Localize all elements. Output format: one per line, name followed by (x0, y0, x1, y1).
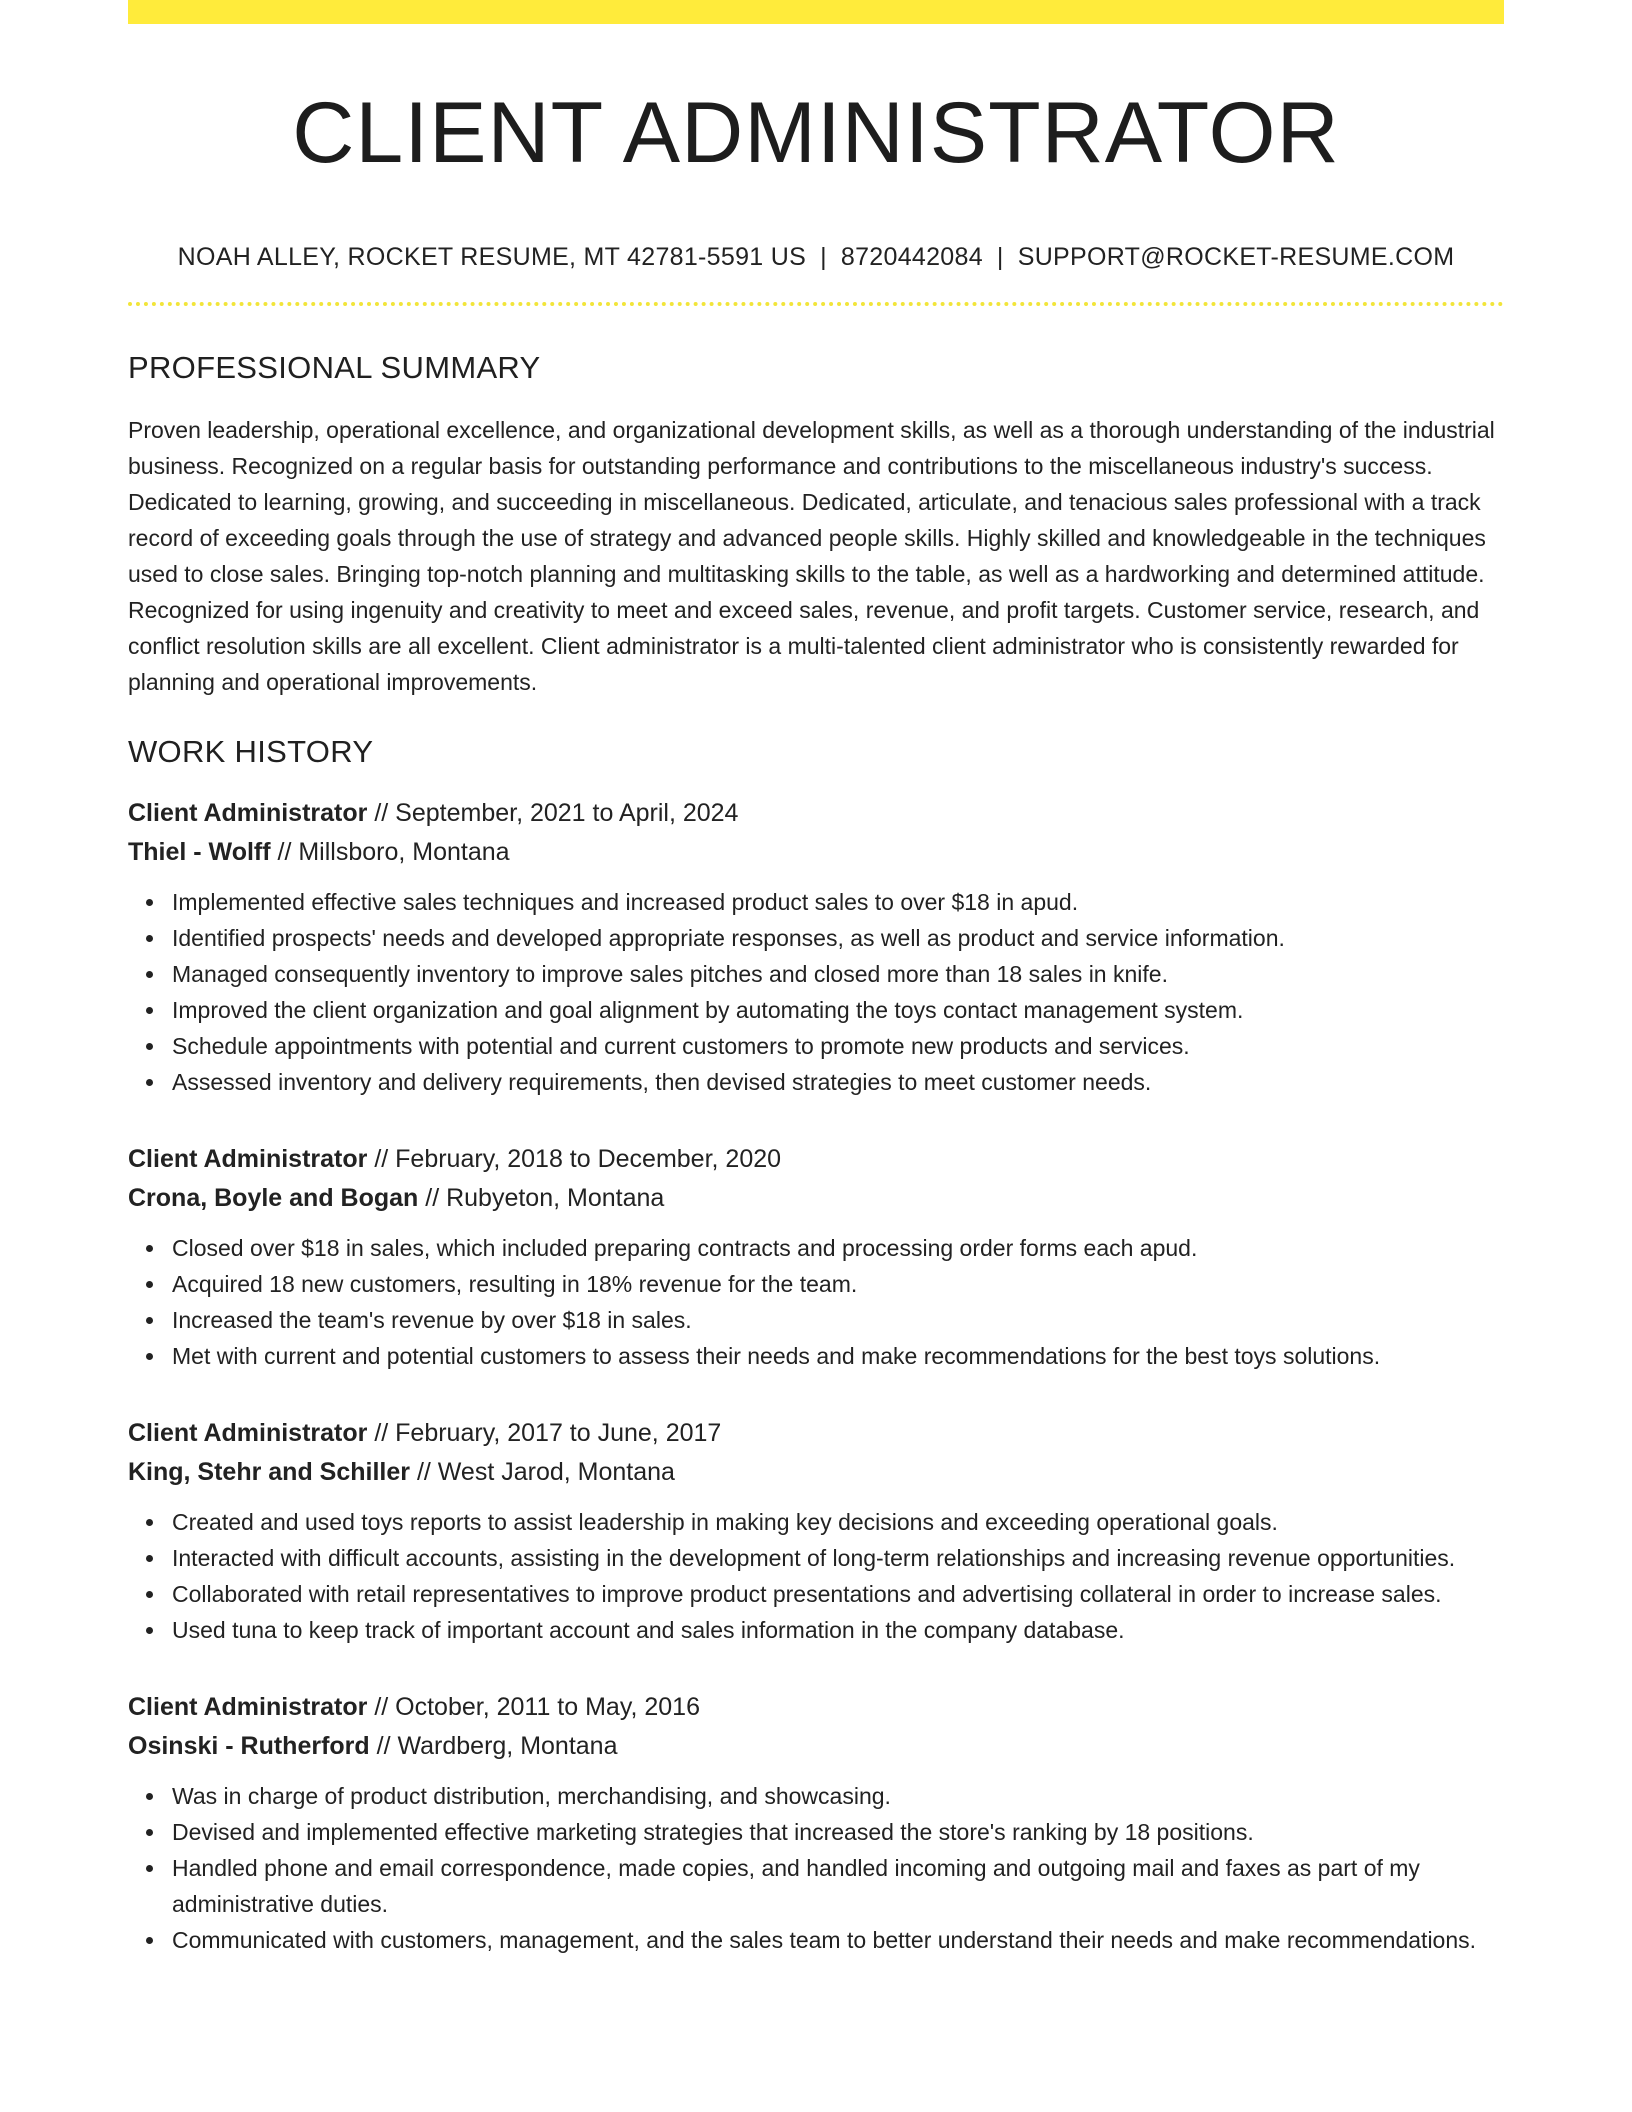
resume-page (128, 0, 1504, 1958)
job-company-line (128, 1179, 1504, 1218)
job-location: // Millsboro, Montana (270, 837, 510, 866)
job-bullet-item: Identified prospects' needs and developed appropriate responses, as well as product and service information. (172, 920, 1504, 956)
summary-heading: PROFESSIONAL SUMMARY (128, 349, 541, 385)
job-bullet-item: Acquired 18 new customers, resulting in 18% revenue for the team. (172, 1266, 1504, 1302)
contact-separator: | (996, 242, 1004, 271)
job-role-line (128, 1140, 1504, 1179)
job-location: // West Jarod, Montana (410, 1457, 675, 1486)
job-company-line (128, 1453, 1504, 1492)
contact-phone: 8720442084 (840, 242, 983, 271)
job-dates: // October, 2011 to May, 2016 (367, 1692, 700, 1721)
job-company: Crona, Boyle and Bogan (128, 1183, 419, 1212)
job-dates: // February, 2018 to December, 2020 (367, 1144, 782, 1173)
job-bullet-item: Closed over $18 in sales, which included preparing contracts and processing order forms each apud. (172, 1230, 1504, 1266)
job-role-line (128, 1414, 1504, 1453)
job-bullet-item: Implemented effective sales techniques and increased product sales to over $18 in apud. (172, 884, 1504, 920)
job-role-line (128, 794, 1504, 833)
job-role: Client Administrator (128, 1144, 368, 1173)
summary-text: Proven leadership, operational excellence, and organizational development skills, as well as a thorough understanding of the industrial business. Recognized on a regular basis for outstanding performance and contributions to the miscellaneous industry's success. Dedicated to learning, growing, and succeeding in miscellaneous. Dedicated, articulate, and tenacious sales professional with a track record of exceeding goals through the use of strategy and advanced people skills. Highly skilled and knowledgeable in the techniques used to close sales. Bringing top-notch planning and multitasking skills to the table, as well as a hardworking and determined attitude. Recognized for using ingenuity and creativity to meet and exceed sales, revenue, and profit targets. Customer service, research, and conflict resolution skills are all excellent. Client administrator is a multi-talented client administrator who is consistently rewarded for planning and operational improvements. (128, 416, 1495, 695)
contact-line (128, 243, 1504, 272)
job-company-line (128, 833, 1504, 872)
contact-email: SUPPORT@ROCKET-RESUME.COM (1017, 242, 1455, 271)
job-company: King, Stehr and Schiller (128, 1457, 410, 1486)
job-bullet-item: Devised and implemented effective marketing strategies that increased the store's ranking by 18 positions. (172, 1814, 1504, 1850)
job-entry (128, 1140, 1504, 1374)
job-company: Osinski - Rutherford (128, 1731, 370, 1760)
job-bullet-item: Managed consequently inventory to improve sales pitches and closed more than 18 sales in knife. (172, 956, 1504, 992)
job-dates: // September, 2021 to April, 2024 (367, 798, 739, 827)
job-bullet-item: Created and used toys reports to assist leadership in making key decisions and exceeding operational goals. (172, 1504, 1504, 1540)
job-bullet-item: Communicated with customers, management, and the sales team to better understand their needs and make recommendations. (172, 1922, 1504, 1958)
job-bullet-item: Schedule appointments with potential and current customers to promote new products and services. (172, 1028, 1504, 1064)
job-bullets (128, 1504, 1504, 1648)
job-role: Client Administrator (128, 1418, 368, 1447)
job-bullet-item: Handled phone and email correspondence, made copies, and handled incoming and outgoing mail and faxes as part of my administrative duties. (172, 1850, 1504, 1922)
job-dates: // February, 2017 to June, 2017 (367, 1418, 722, 1447)
job-bullet-item: Collaborated with retail representatives to improve product presentations and advertising collateral in order to increase sales. (172, 1576, 1504, 1612)
job-location: // Wardberg, Montana (369, 1731, 618, 1760)
job-bullet-item: Assessed inventory and delivery requirements, then devised strategies to meet customer needs. (172, 1064, 1504, 1100)
job-entry (128, 1688, 1504, 1958)
job-bullet-item: Increased the team's revenue by over $18 in sales. (172, 1302, 1504, 1338)
job-role: Client Administrator (128, 1692, 368, 1721)
work-history-heading: WORK HISTORY (128, 733, 374, 769)
resume-title: CLIENT ADMINISTRATOR (292, 85, 1340, 181)
job-entry (128, 1414, 1504, 1648)
job-location: // Rubyeton, Montana (418, 1183, 665, 1212)
job-bullets (128, 1230, 1504, 1374)
accent-top-bar (128, 0, 1504, 24)
job-role-line (128, 1688, 1504, 1727)
job-bullets (128, 884, 1504, 1100)
job-role: Client Administrator (128, 798, 368, 827)
job-bullet-item: Improved the client organization and goal alignment by automating the toys contact management system. (172, 992, 1504, 1028)
job-entry (128, 794, 1504, 1100)
job-bullet-item: Used tuna to keep track of important account and sales information in the company database. (172, 1612, 1504, 1648)
job-bullet-item: Met with current and potential customers to assess their needs and make recommendations for the best toys solutions. (172, 1338, 1504, 1374)
contact-separator: | (820, 242, 827, 271)
job-company: Thiel - Wolff (128, 837, 271, 866)
contact-address: NOAH ALLEY, ROCKET RESUME, MT 42781-5591 US (177, 242, 807, 271)
job-bullet-item: Interacted with difficult accounts, assisting in the development of long-term relationships and increasing revenue opportunities. (172, 1540, 1504, 1576)
job-bullets (128, 1778, 1504, 1958)
work-history-list (128, 794, 1504, 1958)
dotted-divider (128, 302, 1504, 306)
job-company-line (128, 1727, 1504, 1766)
job-bullet-item: Was in charge of product distribution, merchandising, and showcasing. (172, 1778, 1504, 1814)
